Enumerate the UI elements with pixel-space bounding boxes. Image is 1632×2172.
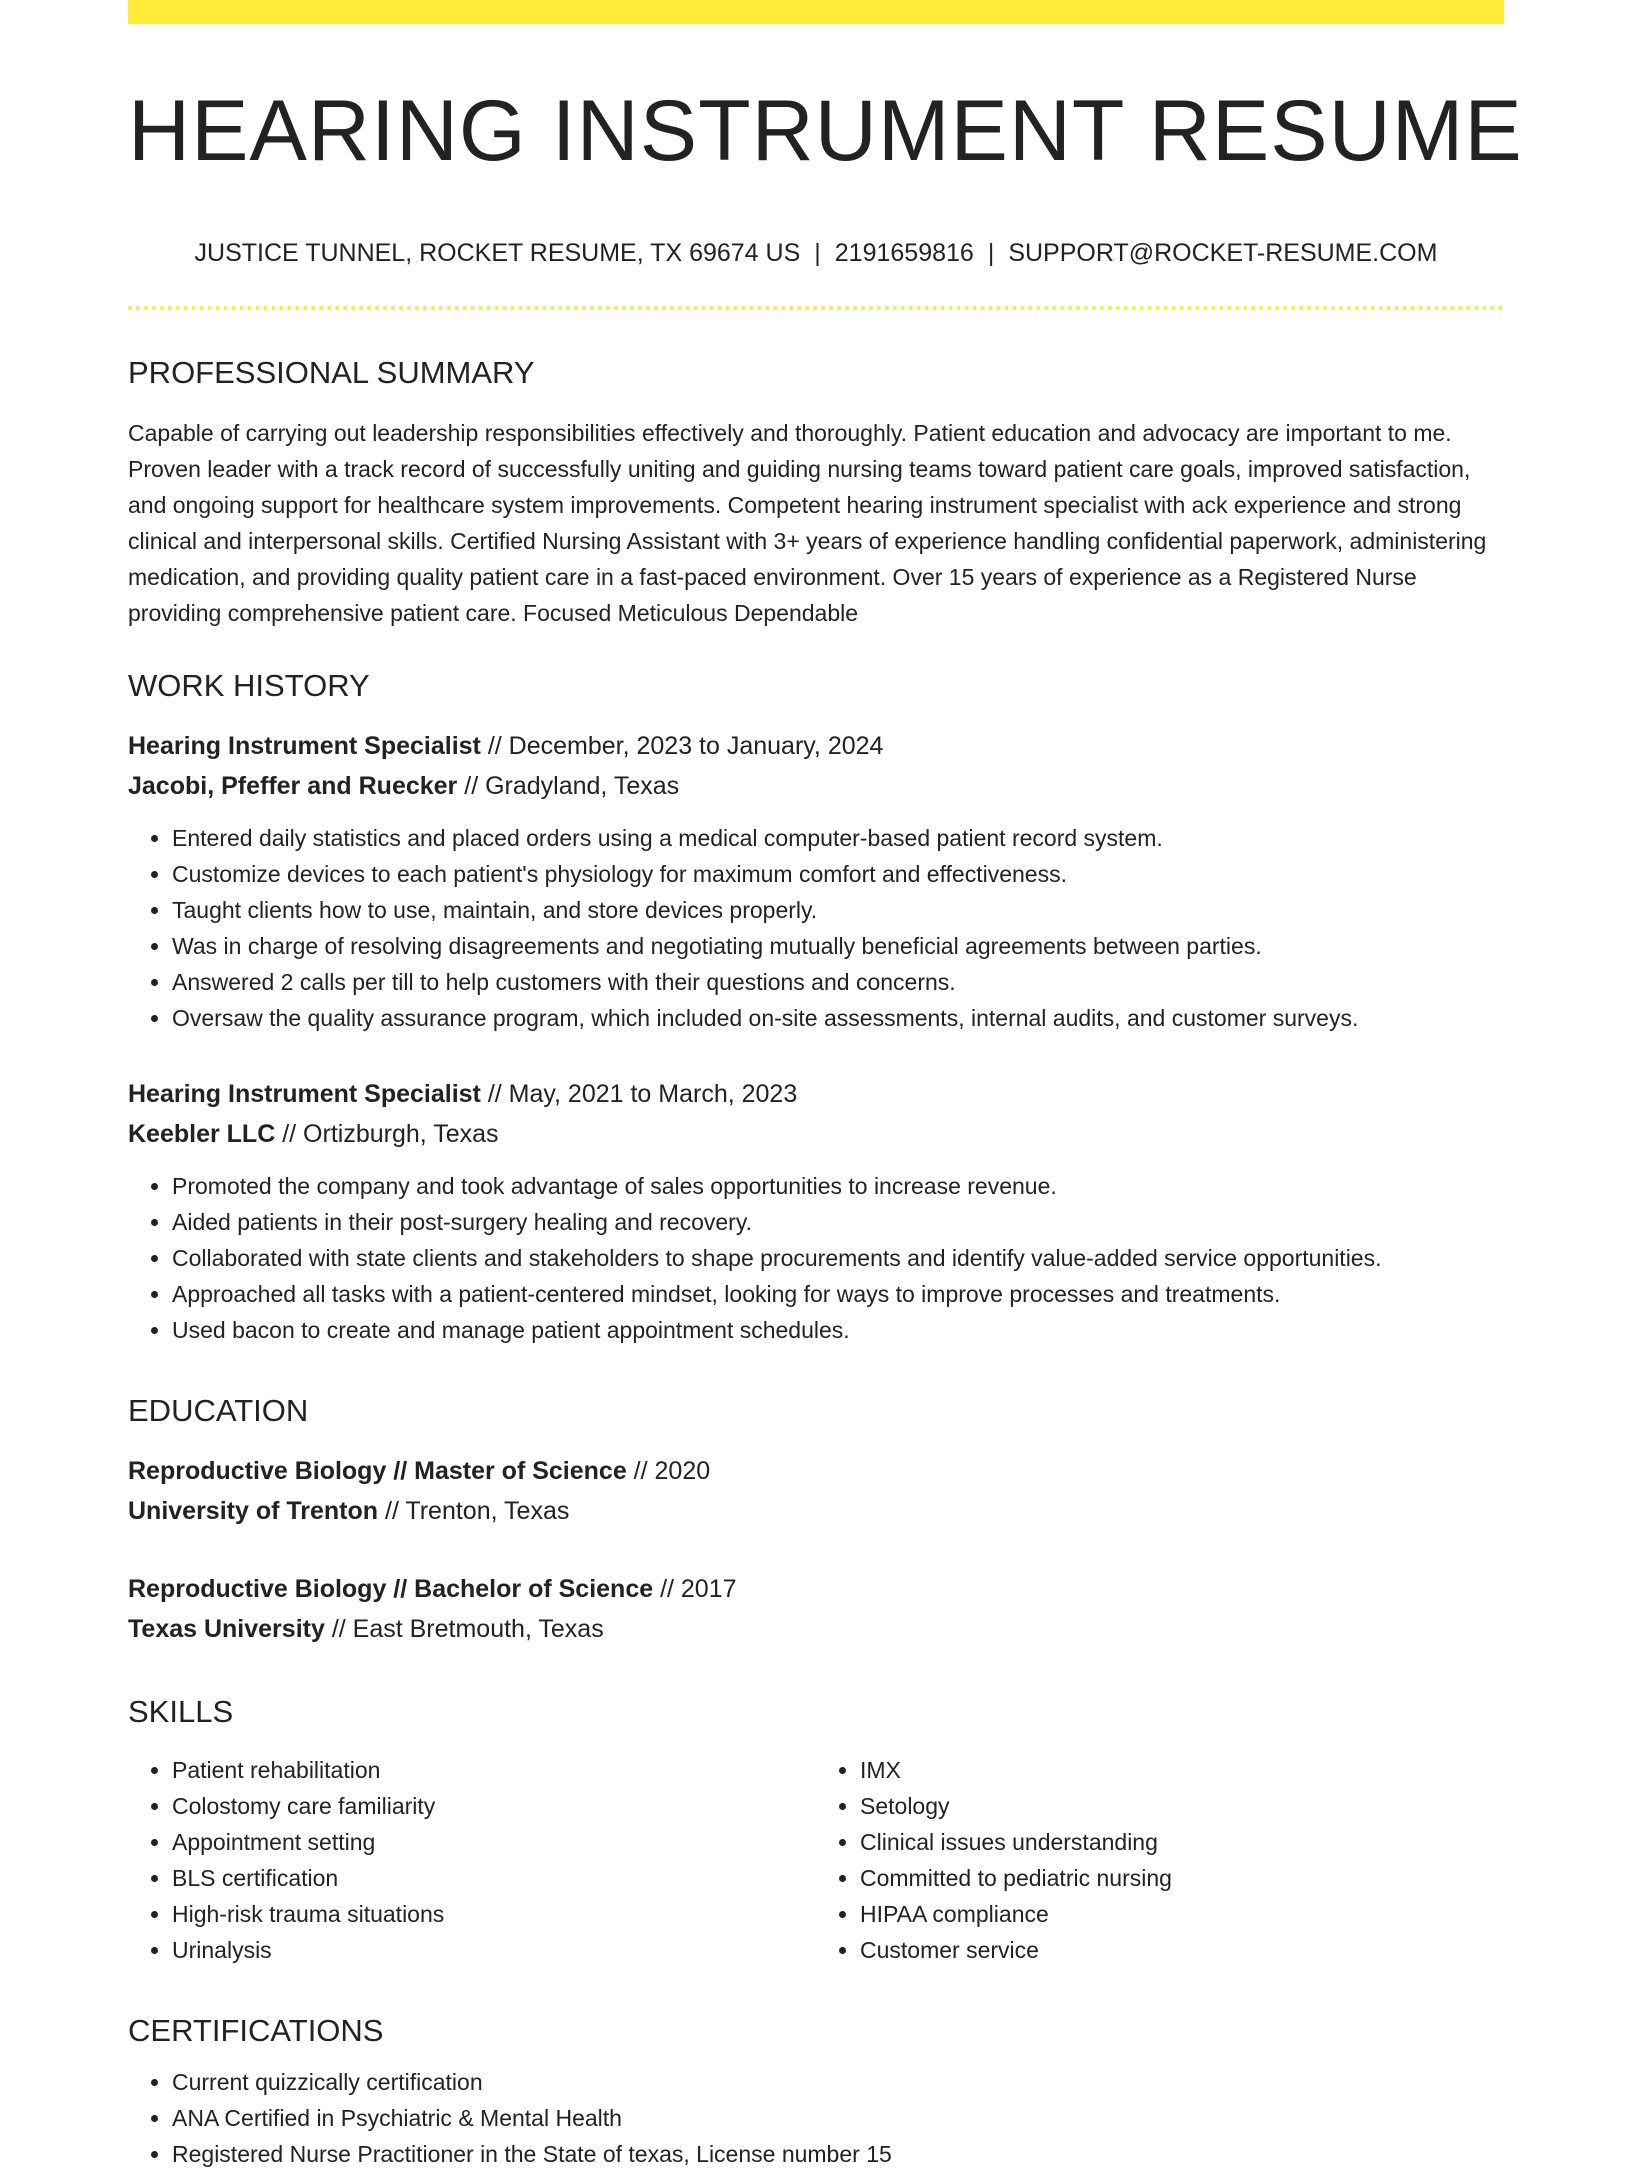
education-year: // 2020: [626, 1457, 711, 1486]
job-bullets: [128, 820, 1504, 1036]
job-dates: // May, 2021 to March, 2023: [480, 1079, 798, 1108]
list-item: • Committed to pediatric nursing: [860, 1860, 1504, 1896]
job-dates: // December, 2023 to January, 2024: [480, 731, 884, 760]
education-school: University of Trenton: [128, 1497, 379, 1526]
job-entry: [128, 726, 1504, 1036]
resume-title: HEARING INSTRUMENT RESUME: [128, 83, 1523, 179]
education-school-line: [128, 1609, 1504, 1649]
list-item: • High-risk trauma situations: [172, 1896, 816, 1932]
education-year: // 2017: [653, 1575, 737, 1604]
list-item: • Was in charge of resolving disagreements and negotiating mutually beneficial agreements between parties.: [172, 928, 1504, 964]
certifications-list: [128, 2064, 1504, 2172]
job-company: Jacobi, Pfeffer and Ruecker: [128, 771, 458, 800]
list-item: • BLS certification: [172, 1860, 816, 1896]
education-school: Texas University: [128, 1615, 325, 1644]
skills-list-right: [816, 1752, 1504, 1968]
job-role-line: [128, 1074, 1504, 1114]
list-item: • Current quizzically certification: [172, 2064, 1504, 2100]
list-item: • Answered 2 calls per till to help customers with their questions and concerns.: [172, 964, 1504, 1000]
list-item: • Entered daily statistics and placed orders using a medical computer-based patient record system.: [172, 820, 1504, 856]
list-item: • Oversaw the quality assurance program, which included on-site assessments, internal audits, and customer surveys.: [172, 1000, 1504, 1036]
education-location: // East Bretmouth, Texas: [324, 1615, 604, 1644]
list-item: • Used bacon to create and manage patient appointment schedules.: [172, 1312, 1504, 1348]
resume-page: [128, 0, 1523, 2172]
education-degree-line: [128, 1569, 1504, 1609]
job-role: Hearing Instrument Specialist: [128, 731, 481, 760]
contact-phone: 2191659816: [834, 238, 974, 267]
list-item: • Approached all tasks with a patient-centered mindset, looking for ways to improve processes and treatments.: [172, 1276, 1504, 1312]
list-item: • IMX: [860, 1752, 1504, 1788]
education-degree: Reproductive Biology // Master of Science: [128, 1457, 627, 1486]
contact-separator: |: [987, 238, 995, 267]
education-degree-line: [128, 1451, 1504, 1491]
contact-line: [128, 239, 1504, 268]
list-item: • Aided patients in their post-surgery healing and recovery.: [172, 1204, 1504, 1240]
list-item: • Customer service: [860, 1932, 1504, 1968]
job-company: Keebler LLC: [128, 1119, 276, 1148]
list-item: • Registered Nurse Practitioner in the State of texas, License number 15: [172, 2136, 1504, 2172]
list-item: • Customize devices to each patient's physiology for maximum comfort and effectiveness.: [172, 856, 1504, 892]
dotted-divider: [128, 306, 1504, 310]
section-title-certifications: CERTIFICATIONS: [128, 2013, 384, 2049]
list-item: • Collaborated with state clients and stakeholders to shape procurements and identify value-added service opportunities.: [172, 1240, 1504, 1276]
job-entry: [128, 1074, 1504, 1348]
education-degree: Reproductive Biology // Bachelor of Science: [128, 1575, 654, 1604]
skills-list-left: [128, 1752, 816, 1968]
contact-separator: |: [814, 238, 821, 267]
list-item: • Appointment setting: [172, 1824, 816, 1860]
list-item: • Urinalysis: [172, 1932, 816, 1968]
list-item: • Clinical issues understanding: [860, 1824, 1504, 1860]
list-item: • Setology: [860, 1788, 1504, 1824]
education-location: // Trenton, Texas: [378, 1497, 570, 1526]
job-company-line: [128, 1114, 1504, 1154]
list-item: • Colostomy care familiarity: [172, 1788, 816, 1824]
list-item: • Patient rehabilitation: [172, 1752, 816, 1788]
section-title-education: EDUCATION: [128, 1392, 309, 1428]
job-location: // Ortizburgh, Texas: [275, 1119, 499, 1148]
section-title-skills: SKILLS: [128, 1694, 234, 1730]
list-item: • HIPAA compliance: [860, 1896, 1504, 1932]
education-entry: [128, 1569, 1504, 1649]
section-title-work-history: WORK HISTORY: [128, 667, 370, 703]
contact-address: JUSTICE TUNNEL, ROCKET RESUME, TX 69674 US: [194, 238, 801, 267]
job-company-line: [128, 766, 1504, 806]
education-school-line: [128, 1491, 1504, 1531]
list-item: • Promoted the company and took advantage of sales opportunities to increase revenue.: [172, 1168, 1504, 1204]
list-item: • Taught clients how to use, maintain, and store devices properly.: [172, 892, 1504, 928]
education-entry: [128, 1451, 1504, 1531]
contact-email: SUPPORT@ROCKET-RESUME.COM: [1008, 238, 1438, 267]
section-title-summary: PROFESSIONAL SUMMARY: [128, 354, 535, 390]
skills-columns: [128, 1752, 1504, 1968]
summary-text: Capable of carrying out leadership responsibilities effectively and thoroughly. Patient education and advocacy are important to me. Proven leader with a track record of successfully uniting and guiding nursing teams toward patient care goals, improved satisfaction, and ongoing support for healthcare system improvements. Competent hearing instrument specialist with ack experience and strong clinical and interpersonal skills. Certified Nursing Assistant with 3+ years of experience handling confidential paperwork, administering medication, and providing quality patient care in a fast-paced environment. Over 15 years of experience as a Registered Nurse providing comprehensive patient care. Focused Meticulous Dependable: [128, 419, 1487, 626]
list-item: • ANA Certified in Psychiatric & Mental Health: [172, 2100, 1504, 2136]
job-location: // Gradyland, Texas: [457, 771, 680, 800]
job-bullets: [128, 1168, 1504, 1348]
job-role: Hearing Instrument Specialist: [128, 1079, 481, 1108]
accent-top-bar: [128, 0, 1504, 24]
job-role-line: [128, 726, 1504, 766]
